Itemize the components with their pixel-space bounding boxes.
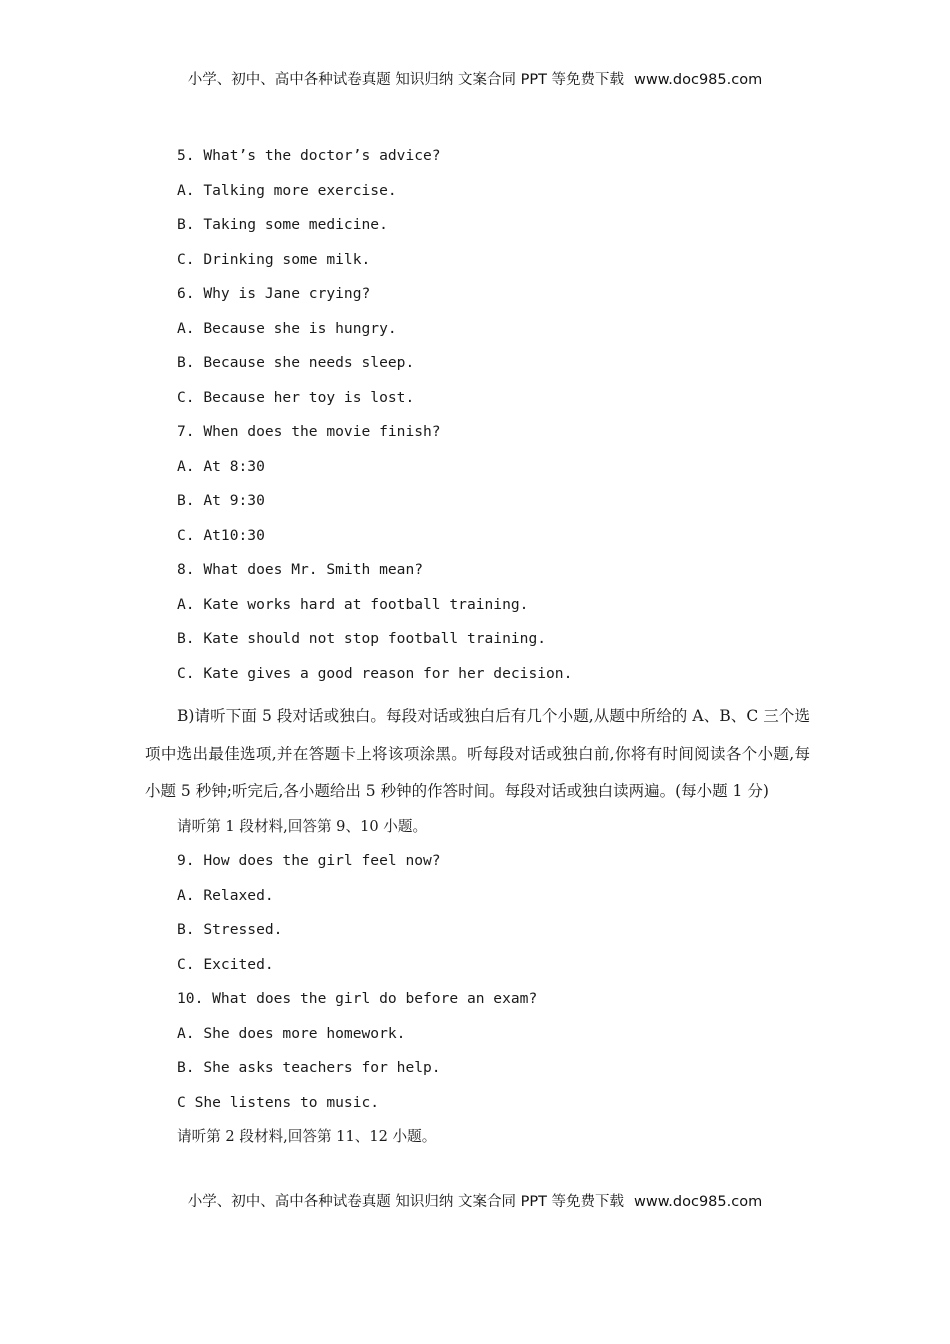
question-9: 9. How does the girl feel now? (177, 852, 441, 869)
material-2-intro: 请听第 2 段材料,回答第 11、12 小题。 (177, 1128, 437, 1145)
option-6b: B. Because she needs sleep. (177, 354, 415, 371)
option-9c: C. Excited. (177, 955, 274, 973)
option-5c: C. Drinking some milk. (177, 250, 371, 268)
option-10a: A. She does more homework. (177, 1024, 406, 1042)
option-10c: C She listens to music. (177, 1093, 380, 1111)
option-5b: B. Taking some medicine. (177, 216, 388, 233)
question-8: 8. What does Mr. Smith mean? (177, 561, 424, 578)
question-7: 7. When does the movie finish? (177, 423, 441, 440)
option-6c: C. Because her toy is lost. (177, 388, 415, 406)
question-10: 10. What does the girl do before an exam? (177, 990, 538, 1007)
header-url[interactable]: www.doc985.com (634, 72, 763, 88)
option-6a: A. Because she is hungry. (177, 319, 397, 337)
material-1-intro: 请听第 1 段材料,回答第 9、10 小题。 (177, 817, 428, 835)
option-7c: C. At10:30 (177, 526, 265, 544)
option-8b: B. Kate should not stop football training. (177, 630, 547, 647)
page-footer (0, 1190, 950, 1211)
option-8c: C. Kate gives a good reason for her decision. (177, 664, 573, 682)
section-b-instructions: B)请听下面 5 段对话或独白。每段对话或独白后有几个小题,从题中所给的 A、B、C 三个选项中选出最佳选项,并在答题卡上将该项涂黑。听每段对话或独白前,你将有时间阅读各个小题,每小题 5 秒钟;听完后,各小题给出 5 秒钟的作答时间。每段对话或独白读两遍。(每小题 1 分) (145, 707, 810, 800)
footer-url[interactable]: www.doc985.com (634, 1194, 763, 1210)
question-6: 6. Why is Jane crying? (177, 285, 371, 302)
option-5a: A. Talking more exercise. (177, 181, 397, 199)
option-9b: B. Stressed. (177, 921, 283, 938)
footer-text: 小学、初中、高中各种试卷真题 知识归纳 文案合同 PPT 等免费下载 (187, 1194, 625, 1210)
option-7a: A. At 8:30 (177, 457, 265, 475)
option-10b: B. She asks teachers for help. (177, 1059, 441, 1076)
question-5: 5. What’s the doctor’s advice? (177, 147, 441, 164)
option-9a: A. Relaxed. (177, 886, 274, 904)
option-8a: A. Kate works hard at football training. (177, 595, 529, 613)
header-text: 小学、初中、高中各种试卷真题 知识归纳 文案合同 PPT 等免费下载 (187, 72, 625, 88)
option-7b: B. At 9:30 (177, 492, 265, 509)
document-body (145, 144, 810, 1160)
page-header (0, 68, 950, 89)
